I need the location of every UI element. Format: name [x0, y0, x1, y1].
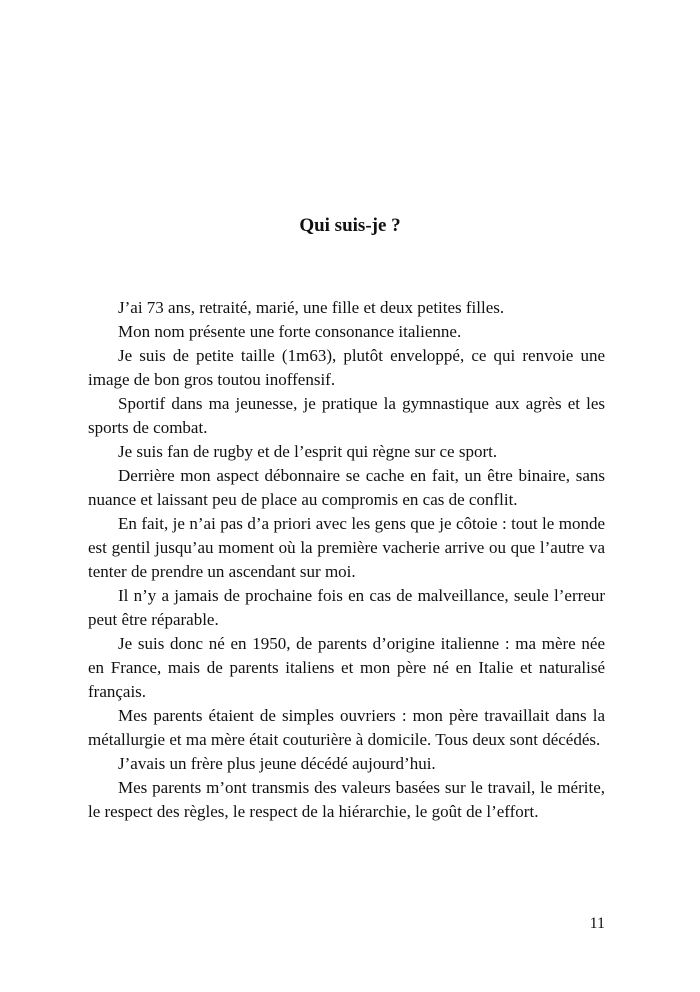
paragraph: Sportif dans ma jeunesse, je pratique la gymnastique aux agrès et les sports de combat. [88, 394, 605, 437]
paragraph: Je suis de petite taille (1m63), plutôt enveloppé, ce qui renvoie une image de bon gros toutou inoffensif. [88, 346, 605, 389]
paragraph: Je suis fan de rugby et de l’esprit qui règne sur ce sport. [118, 442, 498, 461]
paragraph: Mes parents étaient de simples ouvriers : mon père travaillait dans la métallurgie et ma mère était couturière à domicile. Tous deux sont décédés. [88, 706, 605, 749]
chapter-title: Qui suis-je ? [299, 214, 401, 236]
paragraph: Mes parents m’ont transmis des valeurs basées sur le travail, le mérite, le respect des règles, le respect de la hiérarchie, le goût de l’effort. [88, 778, 605, 821]
paragraph: En fait, je n’ai pas d’a priori avec les gens que je côtoie : tout le monde est gentil jusqu’au moment où la première vacherie arrive ou que l’autre va tenter de prendre un ascendant sur moi. [88, 514, 605, 581]
page-number: 11 [589, 915, 605, 932]
paragraph: Derrière mon aspect débonnaire se cache en fait, un être binaire, sans nuance et laissant peu de place au compromis en cas de conflit. [88, 466, 605, 509]
paragraph: J’avais un frère plus jeune décédé aujourd’hui. [118, 754, 436, 773]
body-text [88, 296, 605, 824]
paragraph: Mon nom présente une forte consonance italienne. [118, 322, 462, 341]
paragraph: J’ai 73 ans, retraité, marié, une fille et deux petites filles. [118, 298, 505, 317]
paragraph: Il n’y a jamais de prochaine fois en cas de malveillance, seule l’erreur peut être réparable. [88, 586, 605, 629]
paragraph: Je suis donc né en 1950, de parents d’origine italienne : ma mère née en France, mais de parents italiens et mon père né en Italie et naturalisé français. [88, 634, 605, 701]
